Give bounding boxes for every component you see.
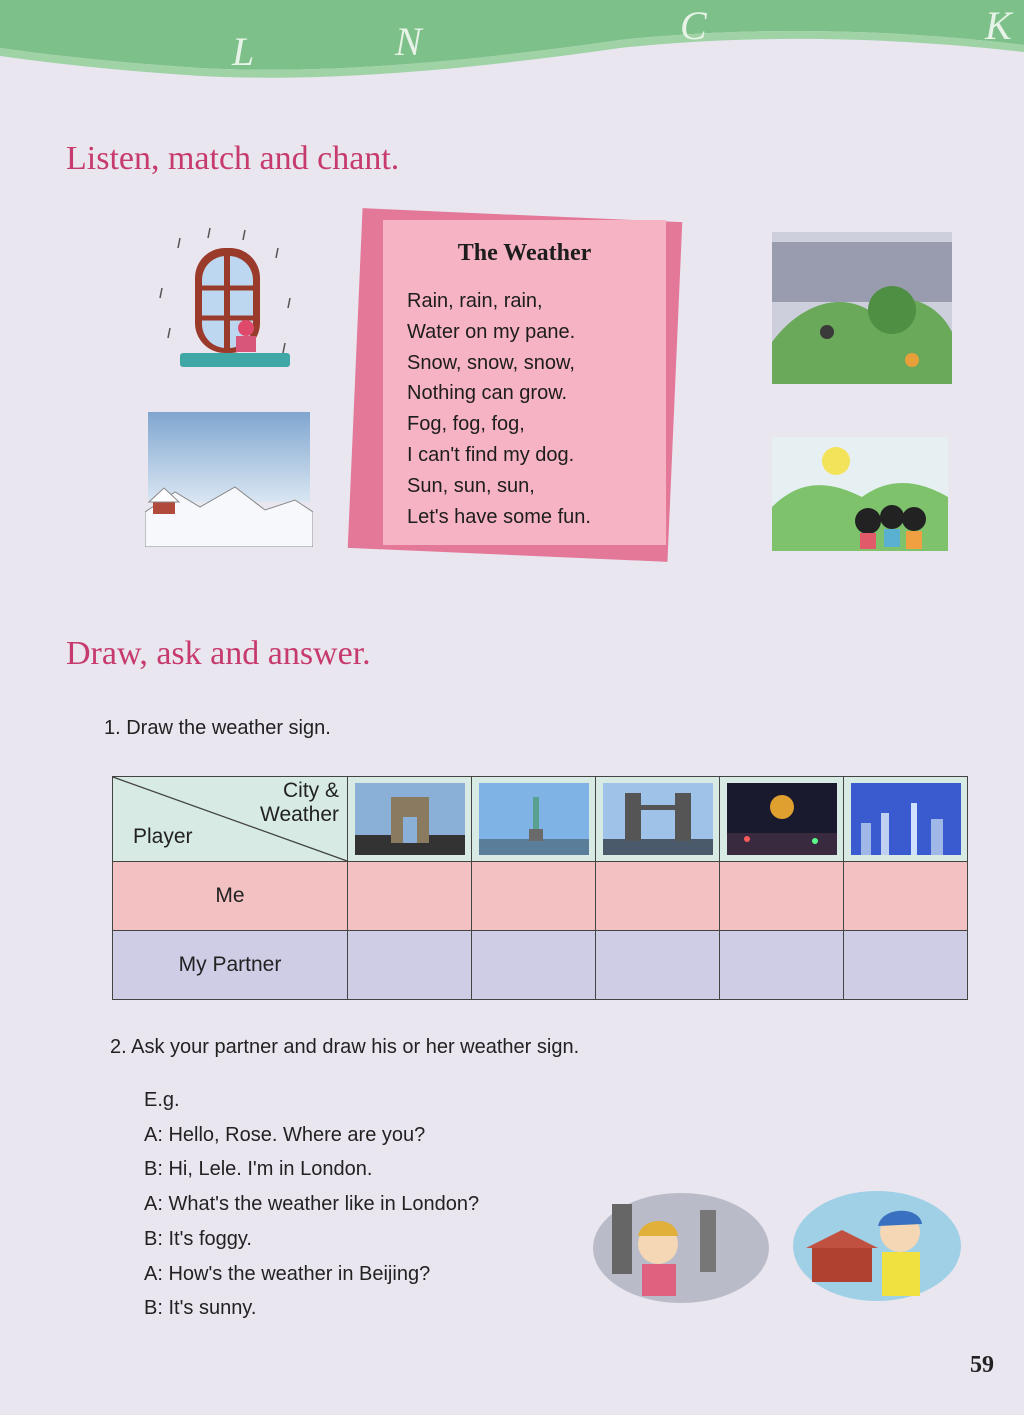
poem-card-front — [383, 220, 666, 545]
instruction-ask-partner: 2. Ask your partner and draw his or her weather sign. — [110, 1036, 580, 1058]
drawing-cell[interactable] — [596, 862, 720, 931]
poem-lines — [407, 286, 591, 532]
drawing-cell[interactable] — [472, 862, 596, 931]
top-banner — [0, 0, 1024, 90]
night-city-photo — [727, 783, 837, 855]
city-photo-cell — [844, 777, 968, 862]
sunny-children-illustration — [772, 437, 948, 551]
example-dialog — [144, 1083, 479, 1326]
page-number: 59 — [970, 1352, 994, 1378]
boy-in-beijing-illustration — [792, 1190, 962, 1302]
tower-bridge-photo — [603, 783, 713, 855]
skyline-photo — [851, 783, 961, 855]
row-label-partner: My Partner — [113, 931, 348, 1000]
banner-letter: C — [680, 3, 707, 48]
drawing-cell[interactable] — [348, 862, 472, 931]
header-weather-label: Weather — [260, 803, 339, 826]
dialog-line: E.g. — [144, 1089, 180, 1111]
row-label-me: Me — [113, 862, 348, 931]
girl-in-london-illustration — [592, 1192, 770, 1304]
header-city-label: City & — [282, 779, 339, 802]
drawing-cell[interactable] — [844, 931, 968, 1000]
table-row-partner — [113, 931, 968, 1000]
poem-title: The Weather — [457, 240, 592, 266]
drawing-cell[interactable] — [720, 931, 844, 1000]
city-photo-cell — [596, 777, 720, 862]
poem-line: Let's have some fun. — [407, 505, 591, 528]
arc-de-triomphe-photo — [355, 783, 465, 855]
drawing-cell[interactable] — [472, 931, 596, 1000]
poem-line: Water on my pane. — [407, 320, 576, 343]
poem-line: Fog, fog, fog, — [407, 413, 525, 436]
diagonal-header-cell — [113, 777, 348, 862]
city-photo-cell — [472, 777, 596, 862]
statue-of-liberty-photo — [479, 783, 589, 855]
drawing-cell[interactable] — [348, 931, 472, 1000]
poem-line: Snow, snow, snow, — [407, 351, 575, 374]
weather-table — [112, 776, 968, 1000]
drawing-cell[interactable] — [844, 862, 968, 931]
poem-line: Sun, sun, sun, — [407, 474, 535, 497]
poem-line: Nothing can grow. — [407, 382, 568, 405]
header-player-label: Player — [133, 825, 193, 848]
dialog-line: B: Hi, Lele. I'm in London. — [144, 1158, 373, 1181]
snowy-landscape-illustration — [145, 412, 313, 547]
dialog-line: A: What's the weather like in London? — [144, 1193, 480, 1216]
poem-line: I can't find my dog. — [407, 443, 575, 466]
banner-letter: L — [232, 29, 255, 74]
section-title-draw: Draw, ask and answer. — [66, 635, 371, 672]
drawing-cell[interactable] — [596, 931, 720, 1000]
dialog-line: B: It's foggy. — [144, 1227, 252, 1250]
section-title-listen: Listen, match and chant. — [66, 140, 400, 177]
instruction-draw-weather-sign: 1. Draw the weather sign. — [104, 717, 331, 739]
foggy-park-illustration — [772, 232, 952, 384]
city-photo-cell — [348, 777, 472, 862]
table-row-me — [113, 862, 968, 931]
city-photo-cell — [720, 777, 844, 862]
dialog-line: B: It's sunny. — [144, 1297, 257, 1320]
banner-letter: K — [985, 3, 1012, 48]
poem-card — [355, 205, 690, 565]
header-city-weather — [260, 779, 339, 827]
rainy-window-illustration — [150, 218, 300, 378]
drawing-cell[interactable] — [720, 862, 844, 931]
poem-line: Rain, rain, rain, — [407, 290, 543, 312]
table-header-row — [113, 777, 968, 862]
banner-letter: N — [395, 19, 422, 64]
dialog-line: A: How's the weather in Beijing? — [144, 1262, 431, 1285]
dialog-line: A: Hello, Rose. Where are you? — [144, 1123, 426, 1146]
